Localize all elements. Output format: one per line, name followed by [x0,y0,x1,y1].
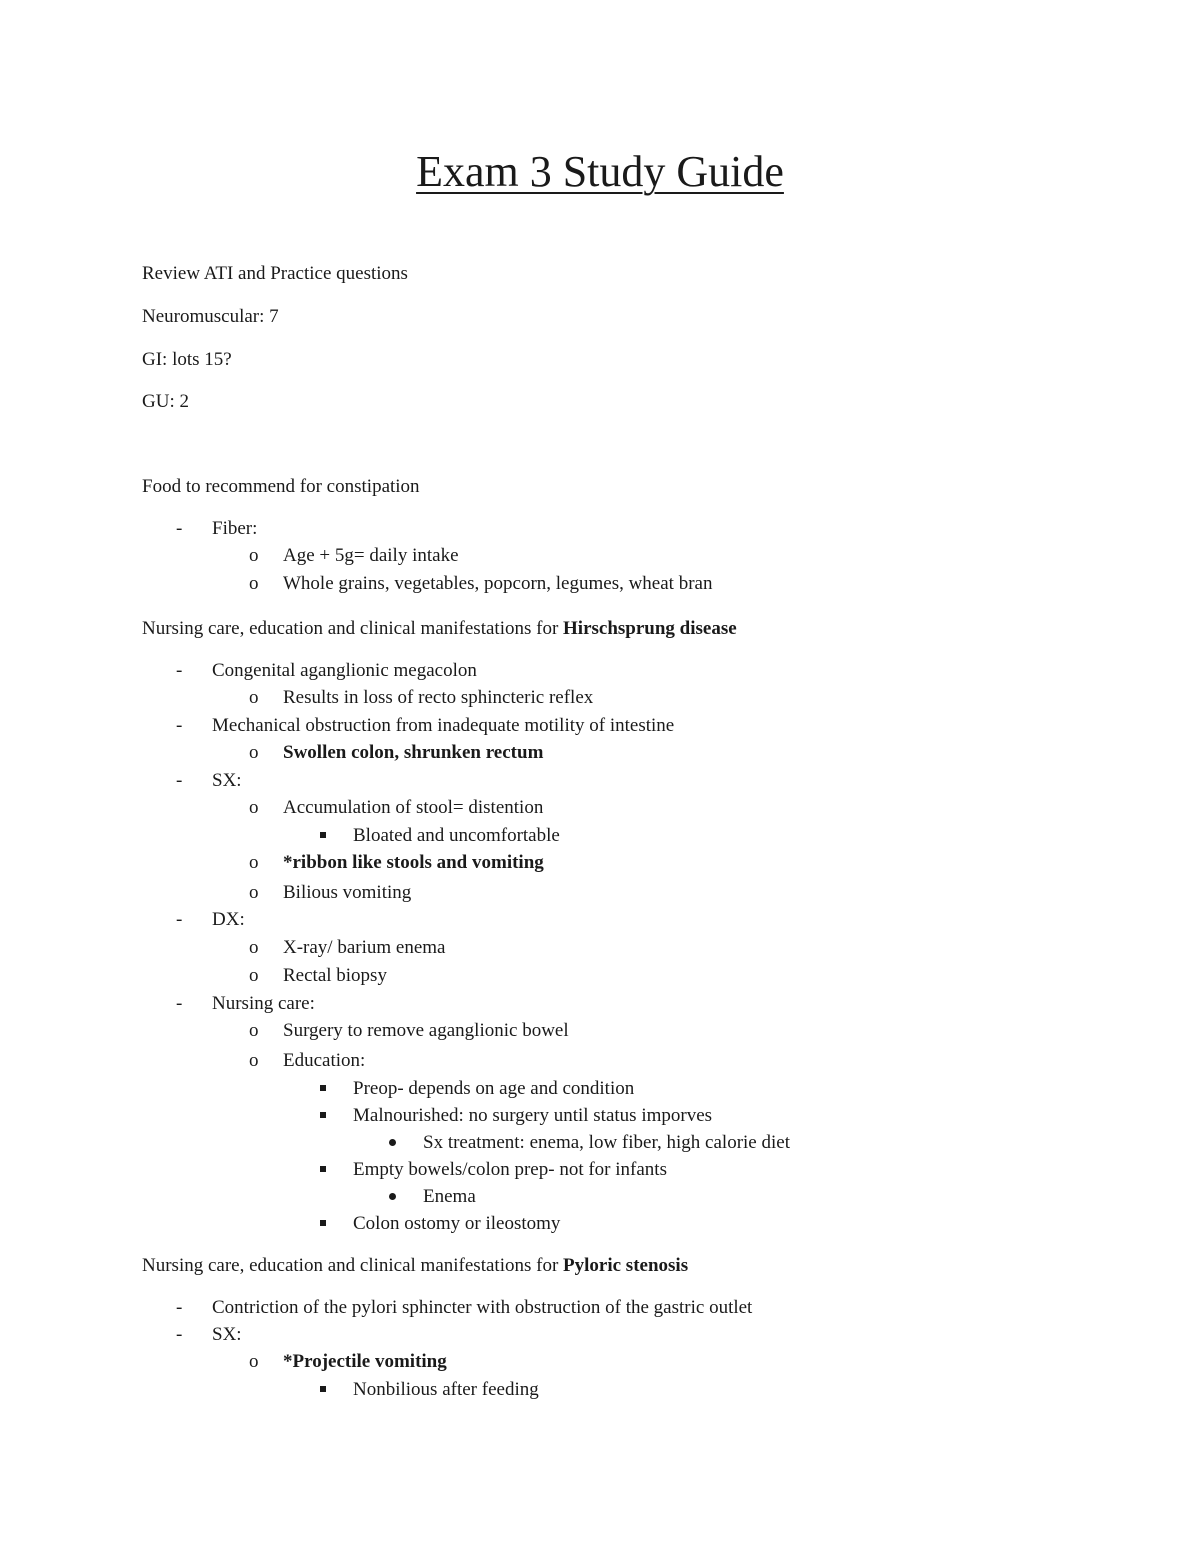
constipation-heading: Food to recommend for constipation [142,476,420,497]
dash-marker: - [176,770,183,791]
fiber-item: Fiber: [212,518,258,539]
education-item: Education: [283,1050,366,1071]
circle-marker: o [249,1050,259,1071]
accumulation-item: Accumulation of stool= distention [283,797,544,818]
projectile-item: *Projectile vomiting [283,1351,447,1372]
ribbon-item: *ribbon like stools and vomiting [283,852,544,873]
reflex-item: Results in loss of recto sphincteric reflex [283,687,594,708]
sx-item: SX: [212,770,242,791]
circle-marker: o [249,852,259,873]
malnourished-item: Malnourished: no surgery until status imporves [353,1105,713,1126]
bloated-item: Bloated and uncomfortable [353,825,560,846]
page-title: Exam 3 Study Guide [416,147,784,196]
bilious-item: Bilious vomiting [283,882,412,903]
heading-disease-name: Hirschsprung disease [563,618,737,639]
dash-marker: - [176,715,183,736]
nursing-care-item: Nursing care: [212,993,315,1014]
surgery-item: Surgery to remove aganglionic bowel [283,1020,569,1041]
congenital-item: Congenital aganglionic megacolon [212,660,477,681]
enema-item: Enema [423,1186,476,1207]
preop-item: Preop- depends on age and condition [353,1078,635,1099]
round-bullet [389,1193,396,1200]
fiber-intake-item: Age + 5g= daily intake [283,545,459,566]
colostomy-item: Colon ostomy or ileostomy [353,1213,561,1234]
square-bullet [320,832,326,838]
contriction-item: Contriction of the pylori sphincter with obstruction of the gastric outlet [212,1297,753,1318]
circle-marker: o [249,882,259,903]
dash-marker: - [176,993,183,1014]
square-bullet [320,1166,326,1172]
pyloric-heading [142,1254,688,1278]
round-bullet [389,1139,396,1146]
pyloric-sx-item: SX: [212,1324,242,1345]
square-bullet [320,1085,326,1091]
circle-marker: o [249,1351,259,1372]
dash-marker: - [176,1297,183,1318]
fiber-foods-item: Whole grains, vegetables, popcorn, legumes, wheat bran [283,573,713,594]
dash-marker: - [176,1324,183,1345]
hirschsprung-heading [142,617,737,641]
heading-disease-name: Pyloric stenosis [563,1255,689,1276]
swollen-item: Swollen colon, shrunken rectum [283,742,544,763]
review-line: Review ATI and Practice questions [142,263,408,284]
biopsy-item: Rectal biopsy [283,965,387,986]
sx-treatment-item: Sx treatment: enema, low fiber, high calorie diet [423,1132,790,1153]
square-bullet [320,1386,326,1392]
heading-prefix: Nursing care, education and clinical manifestations for [142,618,564,639]
circle-marker: o [249,545,259,566]
circle-marker: o [249,797,259,818]
square-bullet [320,1112,326,1118]
dash-marker: - [176,518,183,539]
neuromuscular-line: Neuromuscular: 7 [142,306,279,327]
circle-marker: o [249,573,259,594]
circle-marker: o [249,937,259,958]
mechanical-item: Mechanical obstruction from inadequate motility of intestine [212,715,675,736]
xray-item: X-ray/ barium enema [283,937,446,958]
nonbilious-item: Nonbilious after feeding [353,1379,539,1400]
circle-marker: o [249,687,259,708]
gi-line: GI: lots 15? [142,349,232,370]
circle-marker: o [249,1020,259,1041]
gu-line: GU: 2 [142,391,189,412]
empty-bowels-item: Empty bowels/colon prep- not for infants [353,1159,667,1180]
circle-marker: o [249,742,259,763]
circle-marker: o [249,965,259,986]
square-bullet [320,1220,326,1226]
dx-item: DX: [212,909,245,930]
dash-marker: - [176,909,183,930]
dash-marker: - [176,660,183,681]
heading-prefix: Nursing care, education and clinical manifestations for [142,1255,564,1276]
